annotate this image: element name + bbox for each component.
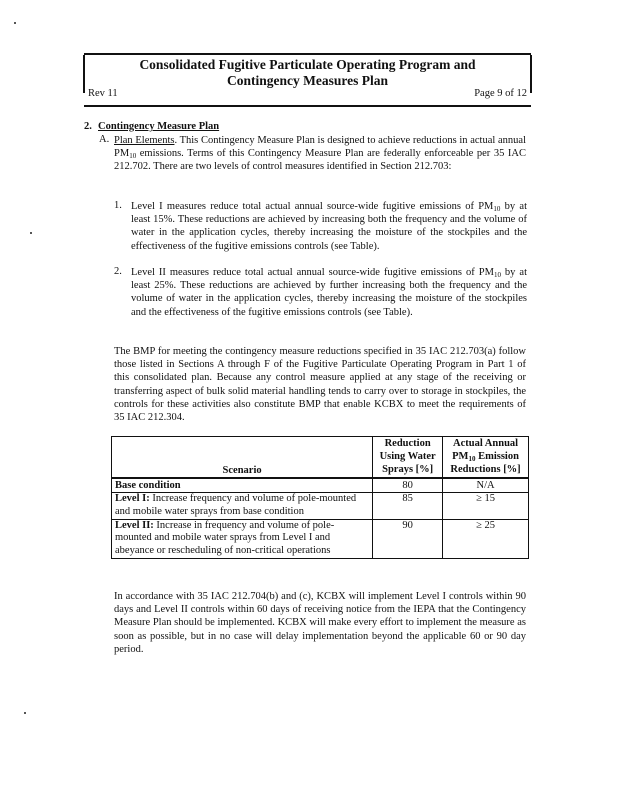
list-number-2: 2. (114, 266, 122, 277)
scan-speck (30, 232, 32, 234)
row-scenario: Level I: Increase frequency and volume of pole-mounted and mobile water sprays from base condition (112, 493, 373, 520)
header-scenario: Scenario (112, 437, 373, 479)
para-plan-elements: Plan Elements. This Contingency Measure Plan is designed to achieve reductions in actual annual $PM_{10}$ emissions. Terms of this Contingency Measure Plan are federally enforceable per 35 IAC 212.702. There are two levels of control measures identified in Section 212.703: (114, 135, 526, 173)
header-reduction: Reduction Using Water Sprays [%] (373, 437, 443, 479)
row-reduction: 90 (373, 519, 443, 558)
list-item-level-2: Level II measures reduce total actual annual source-wide fugitive emissions of $PM_{10}$ by at least 25%. These reductions are achieved by further increasing both the frequency and the volume of water in the application cycles, thereby increasing the moisture of the stockpiles and the effectiveness of the fugitive emissions controls (see Table). (131, 267, 528, 318)
table-row (112, 493, 529, 520)
title-line-2: Contingency Measures Plan (227, 73, 388, 88)
scan-speck (14, 22, 16, 24)
row-scenario: Base condition (112, 478, 373, 493)
document-title (84, 57, 531, 89)
row-reduction: 85 (373, 493, 443, 520)
para-bmp: The BMP for meeting the contingency measure reductions specified in 35 IAC 212.703(a) follow those listed in Sections A through F of the Fugitive Particulate Operating Program in Part 1 of this consolidated plan. Because any control measure applied at any stage of the receiving or transferring aspect of bulk solid material handling tends to carry over to storage in stockpiles, the controls for these activities also constitute BMP that enable KCBX to meet the requirements of 35 IAC 212.304. (114, 346, 526, 424)
list-item-level-1: Level I measures reduce total actual annual source-wide fugitive emissions of $PM_{10}$ by at least 15%. These reductions are achieved by increasing both the frequency and the volume of water in the application cycles, thereby increasing the moisture of the stockpiles and the effectiveness of the fugitive emissions controls (see Table). (131, 201, 527, 252)
section-number: 2. (84, 121, 92, 132)
document-header (84, 53, 531, 107)
title-line-1: Consolidated Fugitive Particulate Operating Program and (139, 57, 476, 72)
section-heading (84, 121, 219, 132)
section-title: Contingency Measure Plan (98, 121, 220, 132)
table-row (112, 478, 529, 493)
contingency-table (111, 436, 529, 559)
row-emission: ≥ 15 (443, 493, 529, 520)
header-emission: Actual Annual $PM_{10}$ Emission Reductions [%] (443, 437, 529, 479)
plan-elements-title: Plan Elements (114, 135, 175, 146)
scan-speck (24, 712, 26, 714)
row-scenario: Level II: Increase in frequency and volume of pole-mounted and mobile water sprays from Level I and abeyance or rescheduling of non-critical operations (112, 519, 373, 558)
para-implementation: In accordance with 35 IAC 212.704(b) and (c), KCBX will implement Level I controls within 90 days and Level II controls within 60 days of receiving notice from the IEPA that the Contingency Measure Plan should be implemented. KCBX will make every effort to implement the measure as soon as possible, but in no case will delay implementation beyond the applicable 60 or 90 day period. (114, 591, 526, 655)
table-row (112, 519, 529, 558)
row-emission: N/A (443, 478, 529, 493)
revision-label: Rev 11 (88, 88, 118, 99)
row-emission: ≥ 25 (443, 519, 529, 558)
page-number: Page 9 of 12 (474, 88, 527, 99)
table-header-row (112, 437, 529, 479)
para-a-label: A. (99, 134, 110, 145)
row-reduction: 80 (373, 478, 443, 493)
list-number-1: 1. (114, 200, 122, 211)
